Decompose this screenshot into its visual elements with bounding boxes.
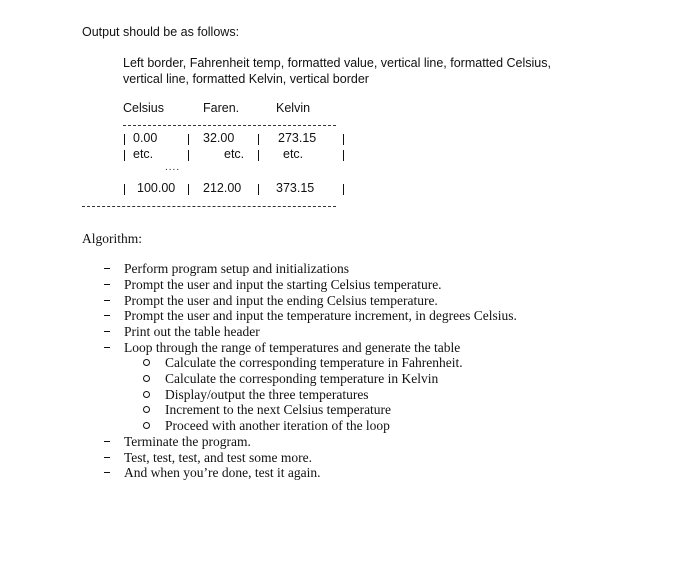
circle-bullet <box>143 359 150 366</box>
left-border <box>124 134 125 145</box>
cell-fahrenheit: etc. <box>224 147 245 161</box>
right-border <box>343 134 344 145</box>
dash-bullet <box>104 284 110 285</box>
cell-fahrenheit: 212.00 <box>203 181 242 195</box>
circle-bullet <box>143 422 150 429</box>
step-item: Print out the table header <box>124 324 260 339</box>
dash-bullet <box>104 300 110 301</box>
step-item: Test, test, test, and test some more. <box>124 450 313 465</box>
dash-bullet <box>104 472 110 473</box>
cell-kelvin: etc. <box>283 147 304 161</box>
cell-kelvin: 373.15 <box>276 181 315 195</box>
step-item: Prompt the user and input the temperature increment, in degrees Celsius. <box>124 308 517 323</box>
vertical-line <box>258 150 259 161</box>
substep-item: Calculate the corresponding temperature in Fahrenheit. <box>165 355 463 370</box>
table-bottom-divider <box>82 206 336 207</box>
vertical-line <box>188 134 189 145</box>
dash-bullet <box>104 331 110 332</box>
circle-bullet <box>143 406 150 413</box>
dash-bullet <box>104 441 110 442</box>
vertical-line <box>258 134 259 145</box>
dash-bullet <box>104 457 110 458</box>
substep-item: Display/output the three temperatures <box>165 387 369 402</box>
page-heading: Output should be as follows: <box>82 25 240 39</box>
description-line-2: vertical line, formatted Kelvin, vertical border <box>123 72 369 86</box>
header-divider <box>123 125 336 126</box>
ellipsis: .... <box>165 162 181 173</box>
cell-celsius: 100.00 <box>137 181 176 195</box>
substep-item: Increment to the next Celsius temperature <box>165 402 392 417</box>
dash-bullet <box>104 315 110 316</box>
vertical-line <box>258 184 259 195</box>
vertical-line <box>188 150 189 161</box>
step-item: Prompt the user and input the starting Celsius temperature. <box>124 277 442 292</box>
header-kelvin: Kelvin <box>276 101 311 115</box>
header-celsius: Celsius <box>123 101 164 115</box>
left-border <box>124 184 125 195</box>
vertical-line <box>188 184 189 195</box>
cell-kelvin: 273.15 <box>278 131 317 145</box>
circle-bullet <box>143 375 150 382</box>
description-line-1: Left border, Fahrenheit temp, formatted value, vertical line, formatted Celsius, <box>123 56 551 70</box>
header-fahrenheit: Faren. <box>203 101 240 115</box>
cell-fahrenheit: 32.00 <box>203 131 235 145</box>
step-item: Prompt the user and input the ending Celsius temperature. <box>124 293 438 308</box>
cell-celsius: 0.00 <box>133 131 158 145</box>
circle-bullet <box>143 391 150 398</box>
dash-bullet <box>104 347 110 348</box>
step-item: And when you’re done, test it again. <box>124 465 321 480</box>
algorithm-label: Algorithm: <box>82 231 142 246</box>
left-border <box>124 150 125 161</box>
substep-item: Proceed with another iteration of the loop <box>165 418 390 433</box>
dash-bullet <box>104 268 110 269</box>
step-item: Perform program setup and initializations <box>124 261 349 276</box>
step-item: Terminate the program. <box>124 434 251 449</box>
cell-celsius: etc. <box>133 147 154 161</box>
right-border <box>343 184 344 195</box>
substep-item: Calculate the corresponding temperature in Kelvin <box>165 371 439 386</box>
step-item: Loop through the range of temperatures and generate the table <box>124 340 461 355</box>
right-border <box>343 150 344 161</box>
